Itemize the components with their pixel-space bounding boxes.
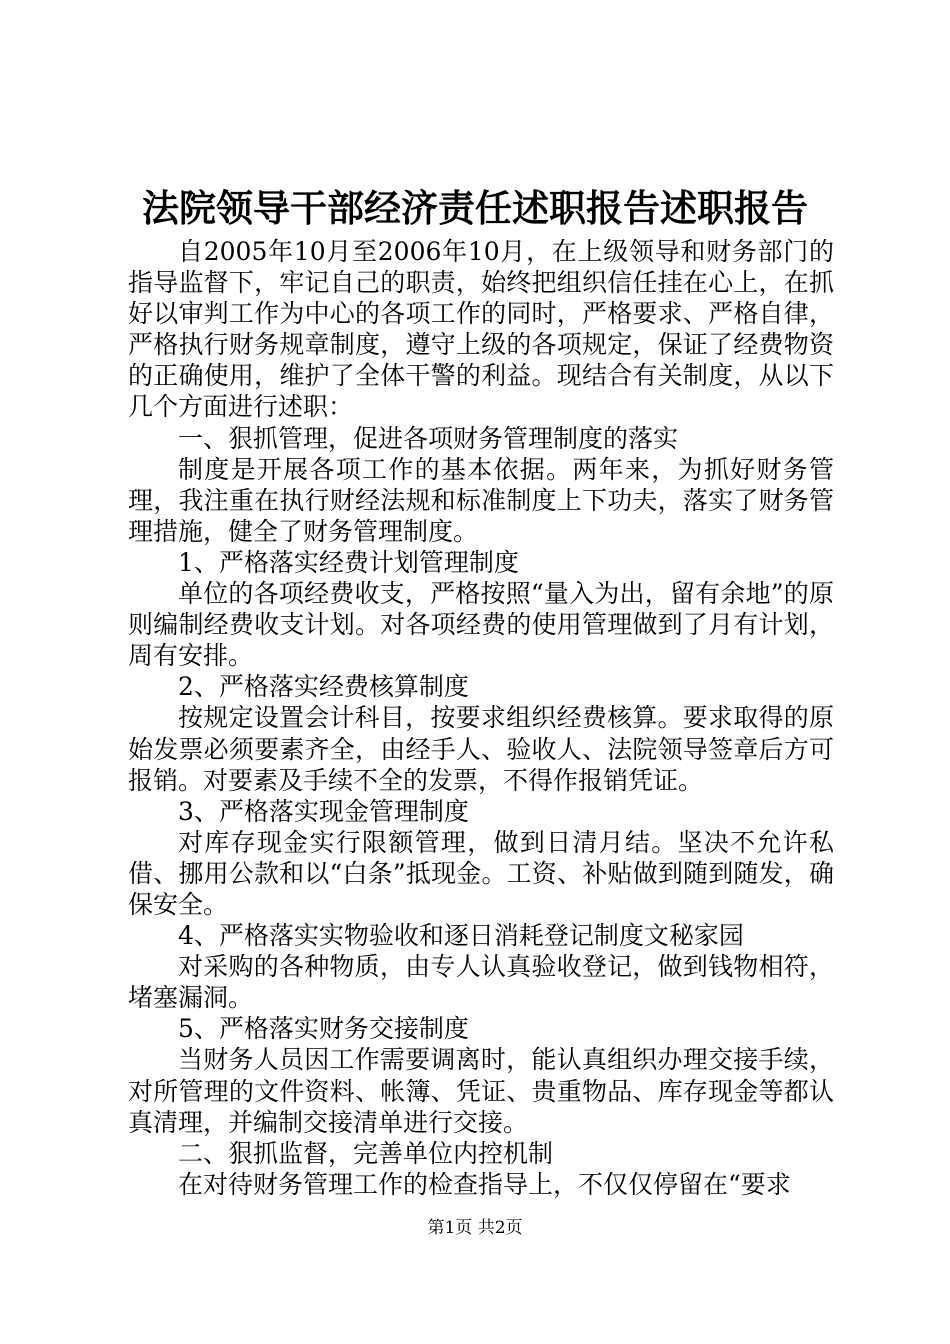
subsection-heading: 4、严格落实实物验收和逐日消耗登记制度文秘家园 bbox=[178, 921, 744, 951]
paragraph: 对采购的各种物质，由专人认真验收登记，做到钱物相符，堵塞漏洞。 bbox=[128, 952, 834, 1013]
paragraph: 制度是开展各项工作的基本依据。两年来，为抓好财务管理，我注重在执行财经法规和标准制度上下功夫，落实了财务管理措施，健全了财务管理制度。 bbox=[128, 454, 834, 546]
document-title: 法院领导干部经济责任述职报告述职报告 bbox=[142, 186, 808, 230]
subsection-heading: 1、严格落实经费计划管理制度 bbox=[178, 547, 519, 577]
section-heading-2: 二、狠抓监督，完善单位内控机制 bbox=[178, 1138, 554, 1168]
document-body bbox=[128, 236, 834, 1200]
paragraph: 对库存现金实行限额管理，做到日清月结。坚决不允许私借、挪用公款和以“白条”抵现金。工资、补贴做到随到随发，确保安全。 bbox=[128, 827, 834, 919]
subsection-heading: 2、严格落实经费核算制度 bbox=[178, 672, 469, 702]
paragraph: 按规定设置会计科目，按要求组织经费核算。要求取得的原始发票必须要素齐全，由经手人、验收人、法院领导签章后方可报销。对要素及手续不全的发票，不得作报销凭证。 bbox=[128, 703, 834, 795]
paragraph: 单位的各项经费收支，严格按照“量入为出，留有余地”的原则编制经费收支计划。对各项经费的使用管理做到了月有计划，周有安排。 bbox=[128, 579, 834, 671]
subsection-heading: 5、严格落实财务交接制度 bbox=[178, 1014, 469, 1044]
paragraph: 在对待财务管理工作的检查指导上，不仅仅停留在“要求 bbox=[178, 1169, 791, 1199]
page-indicator: 第1页 共2页 bbox=[427, 1218, 523, 1238]
paragraph: 当财务人员因工作需要调离时，能认真组织办理交接手续，对所管理的文件资料、帐簿、凭证、贵重物品、库存现金等都认真清理，并编制交接清单进行交接。 bbox=[128, 1045, 834, 1137]
subsection-heading: 3、严格落实现金管理制度 bbox=[178, 796, 469, 826]
section-heading-1: 一、狠抓管理，促进各项财务管理制度的落实 bbox=[178, 423, 679, 453]
paragraph-intro: 自2005年10月至2006年10月，在上级领导和财务部门的指导监督下，牢记自己的职责，始终把组织信任挂在心上，在抓好以审判工作为中心的各项工作的同时，严格要求、严格自律，严格执行财务规章制度，遵守上级的各项规定，保证了经费物资的正确使用，维护了全体干警的利益。现结合有关制度，从以下几个方面进行述职： bbox=[128, 237, 834, 422]
